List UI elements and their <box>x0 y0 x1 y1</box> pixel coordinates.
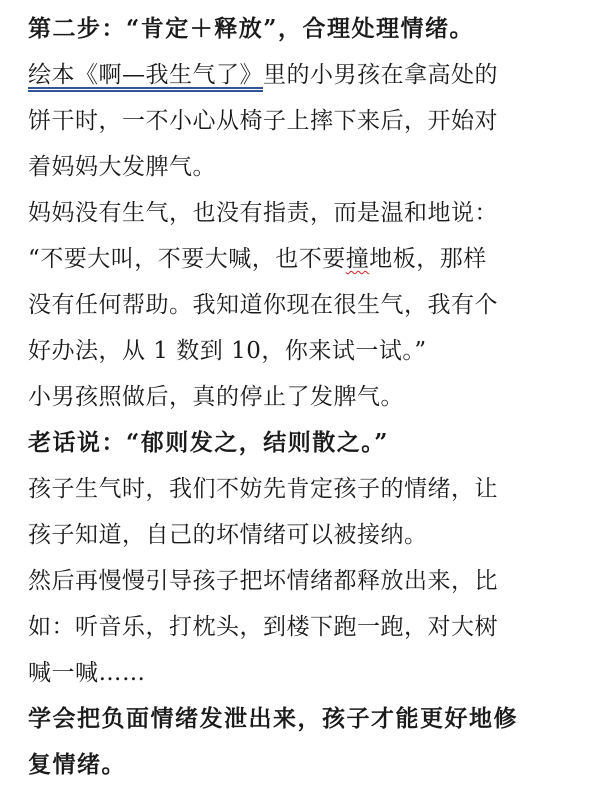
saying-heading: 老话说：“郁则发之，结则散之。” <box>28 429 389 456</box>
conclusion-line: 学会把负面情绪发泄出来，孩子才能更好地修 <box>28 705 518 732</box>
paragraph-line: 妈妈没有生气，也没有指责，而是温和地说： <box>28 200 498 226</box>
paragraph-line: 孩子生气时，我们不妨先肯定孩子的情绪，让 <box>28 476 498 502</box>
paragraph-line <box>28 52 588 98</box>
spellcheck-marked-word: 撞 <box>345 246 370 272</box>
paragraph-line <box>28 236 588 282</box>
paragraph-line: 小男孩照做后，真的停止了发脾气。 <box>28 384 404 410</box>
article-body <box>28 6 588 788</box>
book-title-link[interactable]: 绘本《啊—我生气了》 <box>28 62 263 88</box>
paragraph-line: 喊一喊…… <box>28 660 146 686</box>
conclusion-line: 复情绪。 <box>28 751 126 778</box>
paragraph-line: 然后再慢慢引导孩子把坏情绪都释放出来，比 <box>28 568 498 594</box>
paragraph-line: 没有任何帮助。我知道你现在很生气，我有个 <box>28 292 498 318</box>
paragraph-line: 着妈妈大发脾气。 <box>28 154 216 180</box>
paragraph-line: 饼干时，一不小心从椅子上摔下来后，开始对 <box>28 108 498 134</box>
paragraph-line: 如：听音乐，打枕头，到楼下跑一跑，对大树 <box>28 614 498 640</box>
paragraph-text: 地板，那样 <box>369 246 487 272</box>
paragraph-line: 好办法，从 1 数到 10，你来试一试。” <box>28 338 427 364</box>
step-heading: 第二步：“肯定＋释放”，合理处理情绪。 <box>28 15 474 42</box>
paragraph-text: “不要大叫，不要大喊，也不要 <box>28 246 346 272</box>
paragraph-text: 里的小男孩在拿高处的 <box>263 62 498 88</box>
paragraph-line: 孩子知道，自己的坏情绪可以被接纳。 <box>28 522 428 548</box>
